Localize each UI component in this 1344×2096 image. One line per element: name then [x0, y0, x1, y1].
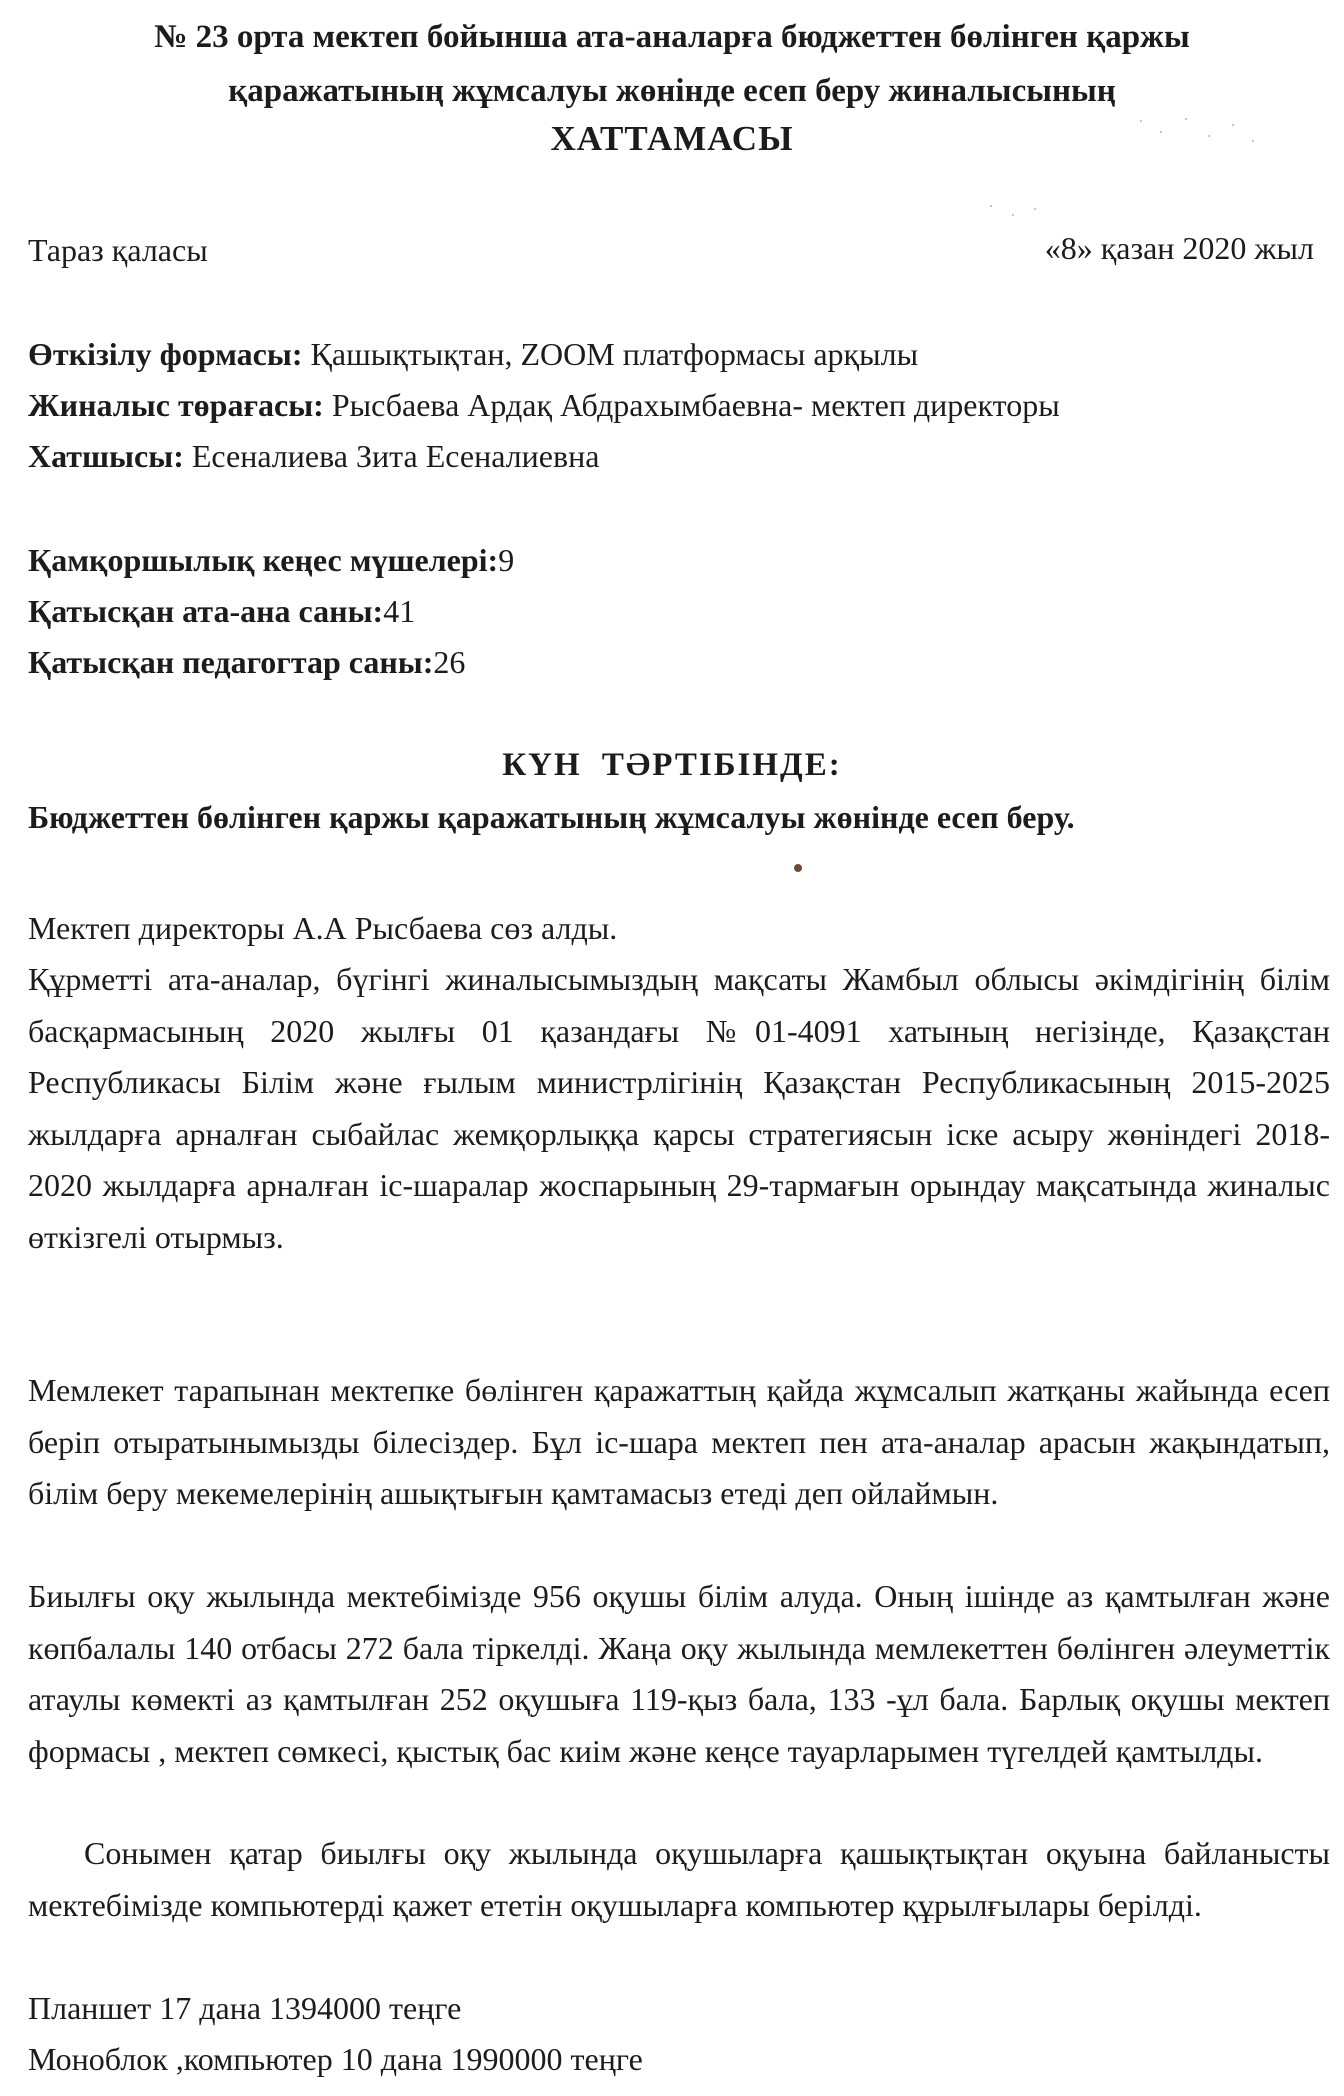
parents-count-row	[28, 591, 415, 631]
document-title: ХАТТАМАСЫ	[550, 119, 794, 158]
header-line-2: қаражатының жұмсалуы жөнінде есеп беру жиналысының	[228, 73, 1116, 109]
monoblocks-line: Моноблок ,компьютер 10 дана 1990000 теңге	[28, 2041, 643, 2077]
meeting-secretary-value: Есеналиева Зита Есеналиевна	[183, 438, 600, 474]
agenda-heading: КҮН ТӘРТІБІНДЕ:	[502, 747, 842, 783]
meeting-chair-value: Рысбаева Ардақ Абдрахымбаевна- мектеп директоры	[323, 387, 1060, 423]
teachers-count-row	[28, 642, 465, 682]
teachers-count-label: Қатысқан педагогтар саны:	[28, 644, 434, 680]
scan-speck	[1034, 208, 1036, 210]
agenda-item: Бюджеттен бөлінген қаржы қаражатының жұмсалуы жөнінде есеп беру.	[28, 799, 1075, 835]
meeting-secretary-label: Хатшысы:	[28, 438, 184, 474]
scan-speck	[1208, 135, 1210, 137]
meeting-secretary-row	[28, 436, 599, 476]
paragraph-report-intro: Мемлекет тарапынан мектепке бөлінген қаражаттың қайда жұмсалып жатқаны жайында есеп беріп отыратынымызды білесіздер. Бұл іс-шара мектеп пен ата-аналар арасын жақындатып, білім беру мекемелерінің ашықтығын қамтамасыз етеді деп ойлаймын.	[28, 1372, 1330, 1511]
teachers-count-value: 26	[433, 644, 466, 680]
meeting-date: «8» қазан 2020 жыл	[1044, 230, 1314, 266]
opening-line: Мектеп директоры А.А Рысбаева сөз алды.	[28, 910, 618, 946]
parents-count-value: 41	[383, 593, 416, 629]
scan-speck	[990, 205, 992, 207]
meeting-form-value: Қашықтықтан, ZOOM платформасы арқылы	[302, 336, 919, 372]
header-line-1: № 23 орта мектеп бойынша ата-аналарға бюджеттен бөлінген қаржы	[154, 19, 1190, 55]
tablets-line: Планшет 17 дана 1394000 теңге	[28, 1990, 462, 2026]
council-members-label: Қамқоршылық кеңес мүшелері:	[28, 542, 499, 578]
meeting-form-label: Өткізілу формасы:	[28, 336, 303, 372]
parents-count-label: Қатысқан ата-ана саны:	[28, 593, 384, 629]
paragraph-computers: Сонымен қатар биылғы оқу жылында оқушыларға қашықтықтан оқуына байланысты мектебімізде компьютерді қажет ететін оқушыларға компьютер құрылғылары берілді.	[28, 1835, 1330, 1923]
scan-speck	[1252, 140, 1254, 142]
council-members-row	[28, 540, 514, 580]
paragraph-purpose: Құрметті ата-аналар, бүгінгі жиналысымыздың мақсаты Жамбыл облысы әкімдігінің білім басқармасының 2020 жылғы 01 қазандағы №01-4091 хатының негізінде, Қазақстан Республикасы Білім және ғылым министрлігінің Қазақстан Республикасының 2015-2025 жылдарға арналған сыбайлас жемқорлыққа қарсы стратегиясын іске асыру жөніндегі 2018-2020 жылдарға арналған іс-шаралар жоспарының 29-тармағын орындау мақсатында жиналыс өткізгелі отырмыз.	[28, 961, 1330, 1255]
meeting-chair-row	[28, 385, 1060, 425]
scan-speck	[1160, 131, 1162, 133]
paragraph-students: Биылғы оқу жылында мектебімізде 956 оқушы білім алуда. Оның ішінде аз қамтылған және көпбалалы 140 отбасы 272 бала тіркелді. Жаңа оқу жылында мемлекеттен бөлінген әлеуметтік атаулы көмекті аз қамтылған 252 оқушыға 119-қыз бала, 133 -ұл бала. Барлық оқушы мектеп формасы , мектеп сөмкесі, қыстық бас киім және кеңсе тауарларымен түгелдей қамтылды.	[28, 1578, 1330, 1769]
meeting-form-row	[28, 334, 918, 374]
scan-speck	[1012, 214, 1014, 216]
meeting-chair-label: Жиналыс төрағасы:	[28, 387, 324, 423]
scan-speck	[1232, 124, 1234, 126]
ink-dot	[794, 864, 802, 872]
council-members-value: 9	[498, 542, 515, 578]
scan-speck	[1140, 120, 1142, 122]
scan-speck	[1185, 118, 1187, 120]
place-of-meeting: Тараз қаласы	[28, 232, 208, 268]
